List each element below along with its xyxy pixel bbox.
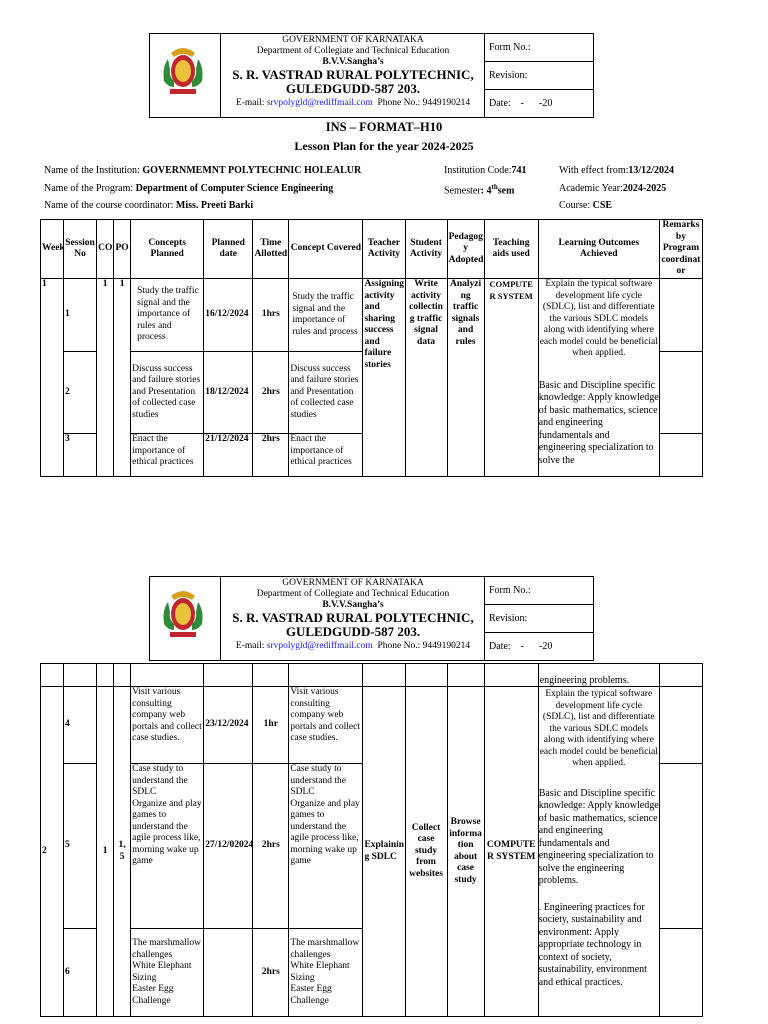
remarks-cell <box>659 279 702 352</box>
letterhead-2 <box>149 576 594 661</box>
program-line <box>44 183 333 194</box>
college-address: GULEDGUDD-587 203. <box>285 81 421 96</box>
outcome-b: Basic and Discipline specific knowledge: Apply knowledge of basic mathematics, science and engineering fundamentals and engineering specialization to solve the engineering problems. <box>538 787 659 886</box>
week-cell: 2 <box>41 687 64 1017</box>
remarks-cell <box>659 352 702 434</box>
revision: Revision: <box>485 605 594 633</box>
empty-cell <box>64 664 97 687</box>
course-label: Course: <box>559 200 591 211</box>
col-teaching-aids: Teaching aids used <box>484 220 538 279</box>
teacher-activity: Explainin g SDLC <box>363 687 405 1017</box>
concept-planned: The marshmallow challenges White Elephant Sizing Easter Egg Challenge <box>131 929 204 1017</box>
outcome-a: Explain the typical software development life cycle (SDLC), list and differentiate the various SDLC models along with identifying where each model could be beneficial when applied. <box>539 689 658 768</box>
date-field: Date: - -20 <box>489 641 553 652</box>
date-field: Date: - -20 <box>489 98 553 109</box>
phone: Phone No.: 9449190214 <box>377 641 471 651</box>
week-cell: 1 <box>41 279 64 477</box>
col-co: CO <box>97 220 114 279</box>
inst-code-label: Institution Code: <box>444 165 512 176</box>
form-meta <box>484 577 594 660</box>
acad-line <box>559 183 666 194</box>
letterhead-1 <box>149 33 594 118</box>
co-cell: 1 <box>97 279 114 477</box>
remarks-cell <box>659 929 702 1017</box>
concept-covered: The marshmallow challenges White Elephant Sizing Easter Egg Challenge <box>289 929 363 1017</box>
concept-planned: Enact the importance of ethical practices <box>131 434 204 477</box>
planned-date: 23/12/2024 <box>204 687 253 764</box>
sangha-title: B.V.V.Sangha’s <box>322 57 384 67</box>
concept-covered: Case study to understand the SDLC Organize and play games to understand the agile process like, morning wake up game <box>289 764 363 929</box>
col-po: PO <box>114 220 131 279</box>
empty-cell <box>659 664 702 687</box>
concept-covered: Visit various consulting company web portals and collect case studies. <box>289 687 363 764</box>
coordinator-label: Name of the course coordinator: <box>44 200 174 211</box>
effect-line <box>559 165 674 176</box>
gov-title: GOVERNMENT OF KARNATAKA <box>282 578 424 588</box>
concept-covered: Enact the importance of ethical practices <box>289 434 363 477</box>
session-no: 5 <box>64 764 97 929</box>
semester-label: Semester <box>444 185 481 197</box>
coordinator-value: Miss. Preeti Barki <box>175 200 254 211</box>
col-teacher-activity: Teacher Activity <box>363 220 405 279</box>
header-row <box>41 220 703 279</box>
empty-cell <box>253 664 289 687</box>
college-name: S. R. VASTRAD RURAL POLYTECHNIC, <box>232 610 474 625</box>
email-label: E-mail: <box>235 641 265 651</box>
institution-value: GOVERNMEMNT POLYTECHNIC HOLEALUR <box>142 165 362 176</box>
revision: Revision: <box>485 62 594 90</box>
institution-line <box>44 165 361 176</box>
concept-planned: Study the traffic signal and the importance of rules and process <box>131 279 204 352</box>
student-activity: Write activity collectin g traffic signal data <box>405 279 447 477</box>
inst-code-line <box>444 165 527 176</box>
outcome-b: Basic and Discipline specific knowledge: Apply knowledge of basic mathematics, science and engineering fundamentals and engineering specialization to solve the <box>538 379 659 466</box>
program-value: Department of Computer Science Engineering <box>135 183 334 194</box>
form-no: Form No.: <box>485 34 594 62</box>
concept-planned: Discuss success and failure stories and Presentation of collected case studies <box>131 352 204 434</box>
time-allotted: 2hrs <box>253 764 289 929</box>
time-allotted: 2hrs <box>253 434 289 477</box>
semester-value: : 4 <box>480 185 492 197</box>
planned-date <box>204 929 253 1017</box>
empty-cell <box>204 664 253 687</box>
concept-covered: Discuss success and failure stories and Presentation of collected case studies <box>289 352 363 434</box>
empty-cell <box>405 664 447 687</box>
session-no: 3 <box>64 434 97 477</box>
form-no: Form No.: <box>485 577 594 605</box>
session-no: 1 <box>64 279 97 352</box>
karnataka-emblem-icon <box>154 584 212 642</box>
col-learning-outcomes: Learning Outcomes Achieved <box>538 220 659 279</box>
gov-title: GOVERNMENT OF KARNATAKA <box>282 35 424 45</box>
coordinator-line <box>44 200 253 211</box>
empty-cell <box>363 664 405 687</box>
form-meta <box>484 34 594 117</box>
empty-cell <box>447 664 484 687</box>
semester-sup: th <box>491 183 498 191</box>
student-activity: Collect case study from websites <box>405 687 447 1017</box>
teaching-aids: COMPUTE R SYSTEM <box>484 687 538 1017</box>
college-name: S. R. VASTRAD RURAL POLYTECHNIC, <box>232 67 474 82</box>
course-value: CSE <box>592 200 613 211</box>
email-link[interactable]: srvpolygld@rediffmail.com <box>266 641 373 651</box>
acad-label: Academic Year: <box>559 183 623 194</box>
teaching-aids: COMPUTE R SYSTEM <box>484 279 538 477</box>
time-allotted: 2hrs <box>253 929 289 1017</box>
concept-planned: Case study to understand the SDLC Organize and play games to understand the agile process like, morning wake up game <box>131 764 204 929</box>
session-no: 4 <box>64 687 97 764</box>
planned-date: 16/12/2024 <box>204 279 253 352</box>
concept-planned: Visit various consulting company web portals and collect case studies. <box>131 687 204 764</box>
effect-value: 13/12/2024 <box>628 165 674 176</box>
carry-over-row <box>41 664 703 687</box>
col-session: Session No <box>64 220 97 279</box>
co-cell: 1 <box>97 687 114 1017</box>
dept-title: Department of Collegiate and Technical Education <box>256 589 450 599</box>
remarks-cell <box>659 434 702 477</box>
learning-outcomes <box>538 279 659 477</box>
lesson-plan-table-2 <box>40 663 703 1017</box>
outcome-carry-over: engineering problems. <box>538 664 659 687</box>
outcome-c: . Engineering practices for society, sustainability and environment: Apply appropriate technology in context of society, sustainability, environment and ethical practices. <box>538 901 647 988</box>
remarks-cell <box>659 764 702 929</box>
karnataka-emblem-icon <box>154 41 212 99</box>
time-allotted: 2hrs <box>253 352 289 434</box>
dept-title: Department of Collegiate and Technical Education <box>256 46 450 56</box>
letterhead-center <box>220 577 485 660</box>
course-line <box>559 200 612 211</box>
col-time-allotted: Time Allotted <box>253 220 289 279</box>
session-no: 2 <box>64 352 97 434</box>
col-concepts-planned: Concepts Planned <box>131 220 204 279</box>
contact-line <box>221 640 485 652</box>
col-planned-date: Planned date <box>204 220 253 279</box>
planned-date: 18/12/2024 <box>204 352 253 434</box>
letterhead-center <box>220 34 485 117</box>
empty-cell <box>484 664 538 687</box>
learning-outcomes <box>538 687 659 1017</box>
empty-cell <box>114 664 131 687</box>
outcome-a: Explain the typical software development life cycle (SDLC), list and differentiate the various SDLC models along with identifying where each model could be beneficial when applied. <box>539 279 658 358</box>
email-label: E-mail: <box>235 98 265 108</box>
pedagogy: Analyzi ng traffic signals and rules <box>447 279 484 477</box>
contact-line <box>221 97 485 109</box>
program-label: Name of the Program: <box>44 183 134 194</box>
empty-cell <box>97 664 114 687</box>
time-allotted: 1hrs <box>253 279 289 352</box>
col-week: Week <box>41 220 64 279</box>
college-address: GULEDGUDD-587 203. <box>285 624 421 639</box>
time-allotted: 1hr <box>253 687 289 764</box>
session-no: 6 <box>64 929 97 1017</box>
sangha-title: B.V.V.Sangha’s <box>322 600 384 610</box>
pedagogy: Browse informa tion about case study <box>447 687 484 1017</box>
empty-cell <box>41 664 64 687</box>
col-remarks: Remarks by Program coordinat or <box>659 220 702 279</box>
po-cell: 1, 5 <box>114 687 131 1017</box>
lesson-plan-table-1 <box>40 219 703 477</box>
lesson-plan-title: Lesson Plan for the year 2024-2025 <box>294 139 474 153</box>
semester-suffix: sem <box>497 185 515 197</box>
table-row <box>41 687 703 764</box>
phone: Phone No.: 9449190214 <box>377 98 471 108</box>
empty-cell <box>289 664 363 687</box>
email-link[interactable]: srvpolygld@rediffmail.com <box>266 98 373 108</box>
acad-value: 2024-2025 <box>622 183 667 194</box>
col-concept-covered: Concept Covered <box>289 220 363 279</box>
planned-date: 27/12/02024 <box>204 764 253 929</box>
table-row <box>41 279 703 352</box>
po-cell: 1 <box>114 279 131 477</box>
semester-line <box>444 183 514 196</box>
effect-label: With effect from: <box>559 165 629 176</box>
format-title: INS – FORMAT–H10 <box>325 120 443 134</box>
col-student-activity: Student Activity <box>405 220 447 279</box>
empty-cell <box>131 664 204 687</box>
planned-date: 21/12/2024 <box>204 434 253 477</box>
institution-label: Name of the Institution: <box>44 165 140 176</box>
teacher-activity: Assigning activity and sharing success and failure stories <box>363 279 405 477</box>
col-pedagogy: Pedagog y Adopted <box>447 220 484 279</box>
concept-covered: Study the traffic signal and the importance of rules and process <box>289 279 363 352</box>
remarks-cell <box>659 687 702 764</box>
inst-code-value: 741 <box>511 165 527 176</box>
